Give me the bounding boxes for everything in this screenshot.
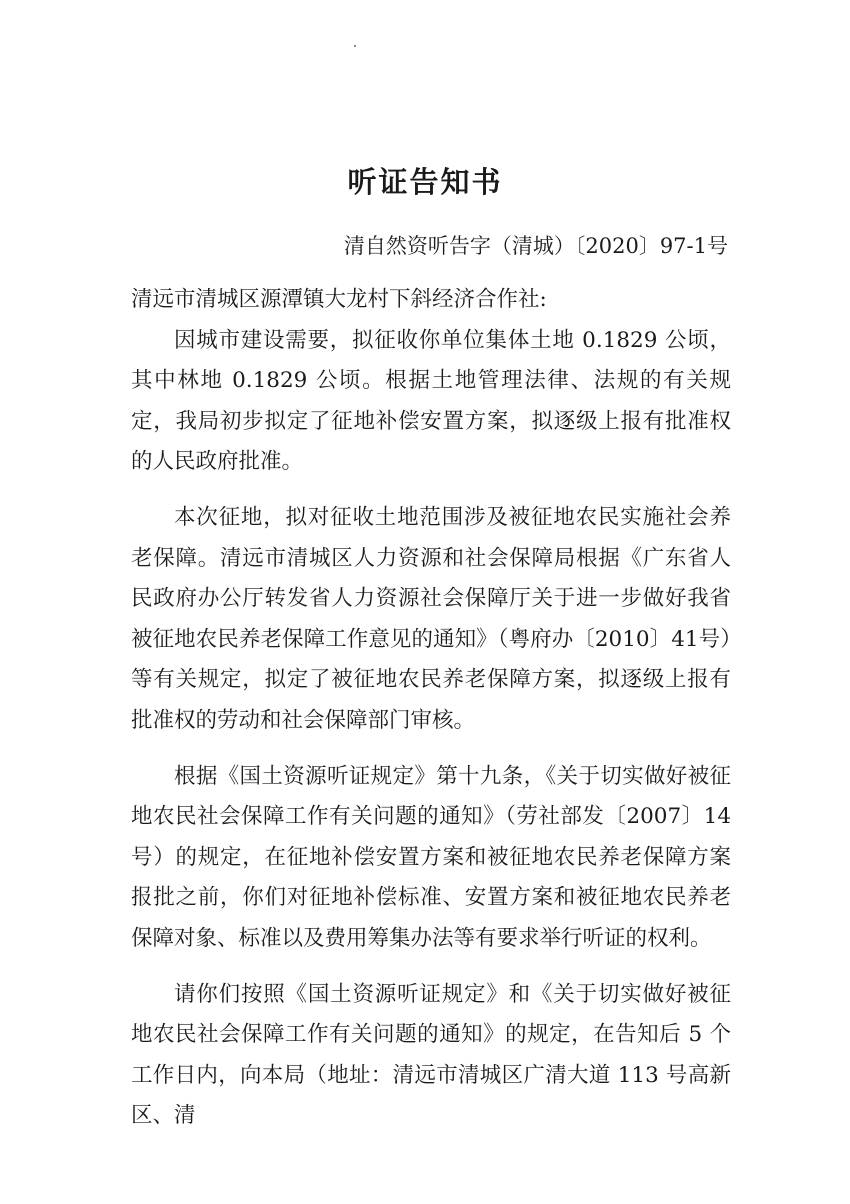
document-body bbox=[131, 280, 731, 1137]
document-title: 听证告知书 bbox=[347, 165, 503, 199]
paragraph-2: 本次征地，拟对征收土地范围涉及被征地农民实施社会养老保障。清远市清城区人力资源和社会保障局根据《广东省人民政府办公厅转发省人力资源社会保障厅关于进一步做好我省被征地农民养老保障工作意见的通知》（粤府办〔2010〕41号）等有关规定，拟定了被征地农民养老保障方案，拟逐级上报有批准权的劳动和社会保障部门审核。 bbox=[131, 504, 731, 733]
paragraph-1: 因城市建设需要，拟征收你单位集体土地 0.1829 公顷，其中林地 0.1829 公顷。根据土地管理法律、法规的有关规定，我局初步拟定了征地补偿安置方案，拟逐级上报有批准权的人民政府批准。 bbox=[131, 327, 731, 475]
scan-speck bbox=[354, 45, 356, 47]
paragraph-3: 根据《国土资源听证规定》第十九条，《关于切实做好被征地农民社会保障工作有关问题的通知》（劳社部发〔2007〕14号）的规定，在征地补偿安置方案和被征地农民养老保障方案报批之前，你们对征地补偿标准、安置方案和被征地农民养老保障对象、标准以及费用筹集办法等有要求举行听证的权利。 bbox=[131, 763, 731, 951]
document-number: 清自然资听告字（清城）〔2020〕97-1号 bbox=[343, 234, 728, 258]
paragraph-4: 请你们按照《国土资源听证规定》和《关于切实做好被征地农民社会保障工作有关问题的通知》的规定，在告知后 5 个工作日内，向本局（地址：清远市清城区广清大道 113 号高新区、清 bbox=[131, 981, 731, 1129]
addressee: 清远市清城区源潭镇大龙村下斜经济合作社: bbox=[131, 287, 547, 312]
